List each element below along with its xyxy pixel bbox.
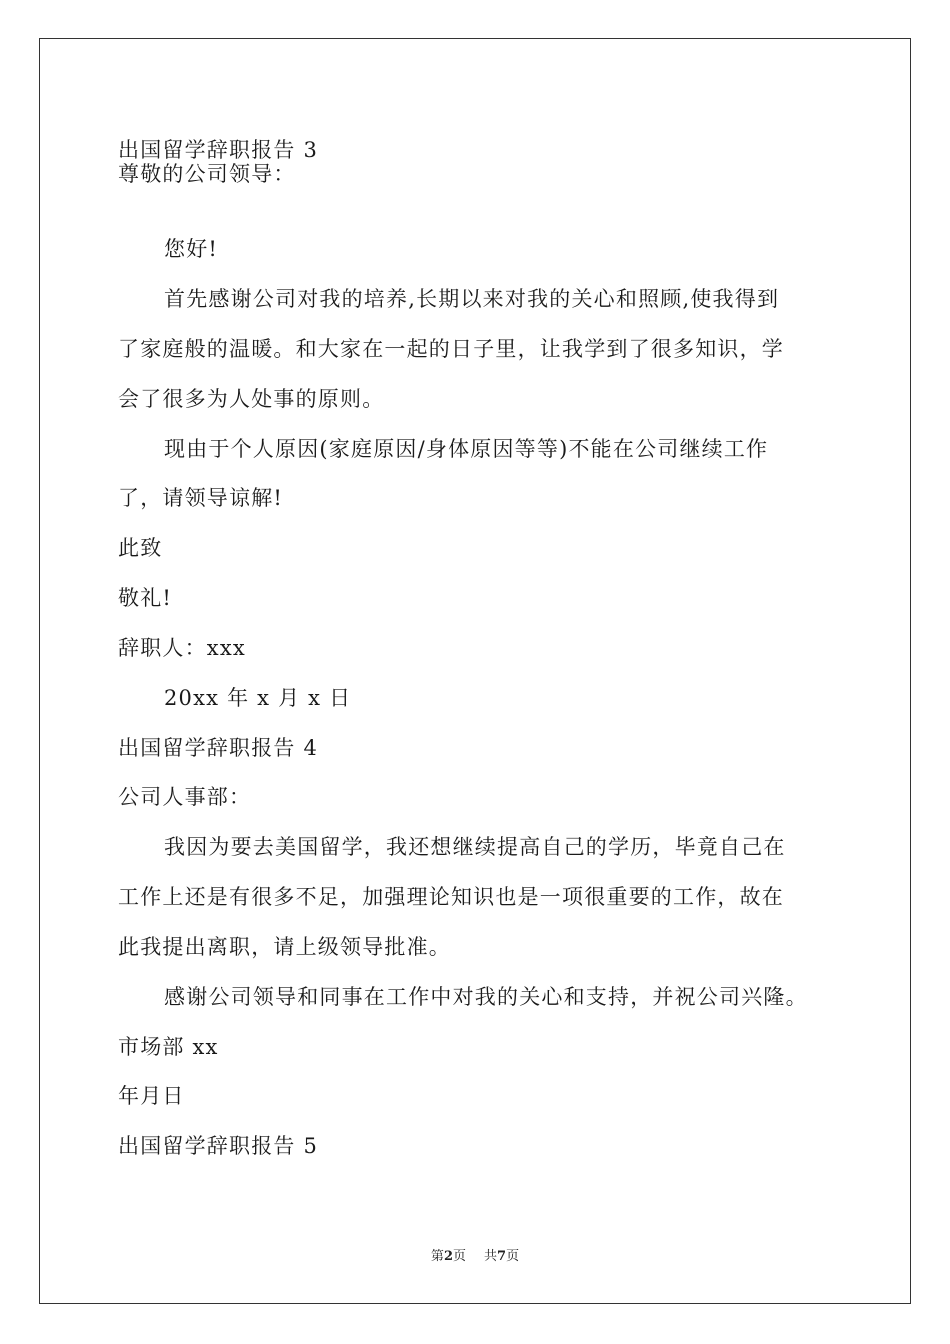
- paragraph-line: 首先感谢公司对我的培养,长期以来对我的关心和照顾,使我得到: [164, 287, 780, 311]
- paragraph-line: 了，请领导谅解!: [118, 486, 284, 510]
- paragraph-line: 会了很多为人处事的原则。: [118, 387, 385, 411]
- section-heading-4: 出国留学辞职报告 4: [118, 736, 319, 760]
- section-heading-3: 出国留学辞职报告 3: [118, 138, 319, 162]
- signatory: 市场部 xx: [118, 1035, 219, 1059]
- footer-total-suffix: 页: [506, 1249, 520, 1264]
- page-border: [39, 38, 911, 1304]
- paragraph-line: 此我提出离职，请上级领导批准。: [118, 935, 451, 959]
- page-footer: [0, 1248, 950, 1266]
- signatory: 辞职人：xxx: [118, 636, 246, 660]
- footer-total-prefix: 共: [484, 1249, 498, 1264]
- paragraph-line: 了家庭般的温暖。和大家在一起的日子里，让我学到了很多知识，学: [118, 337, 784, 361]
- greeting: 您好!: [164, 237, 219, 261]
- paragraph-line: 现由于个人原因(家庭原因/身体原因等等)不能在公司继续工作: [164, 437, 769, 461]
- paragraph-line: 我因为要去美国留学，我还想继续提高自己的学历，毕竟自己在: [164, 835, 786, 859]
- closing-regards: 敬礼!: [118, 586, 173, 610]
- paragraph-line: 工作上还是有很多不足，加强理论知识也是一项很重要的工作，故在: [118, 885, 784, 909]
- footer-page-total: 7: [497, 1249, 507, 1264]
- date-line: 年月日: [118, 1084, 185, 1108]
- salutation: 尊敬的公司领导：: [118, 162, 296, 186]
- footer-page-prefix: 第: [430, 1249, 444, 1264]
- footer-page-current: 2: [443, 1249, 453, 1264]
- section-heading-5: 出国留学辞职报告 5: [118, 1134, 319, 1158]
- salutation: 公司人事部：: [118, 785, 252, 809]
- footer-page-suffix: 页: [452, 1249, 466, 1264]
- paragraph-line: 感谢公司领导和同事在工作中对我的关心和支持，并祝公司兴隆。: [164, 985, 808, 1009]
- date-line: 20xx 年 x 月 x 日: [164, 686, 352, 710]
- closing-line: 此致: [118, 536, 163, 560]
